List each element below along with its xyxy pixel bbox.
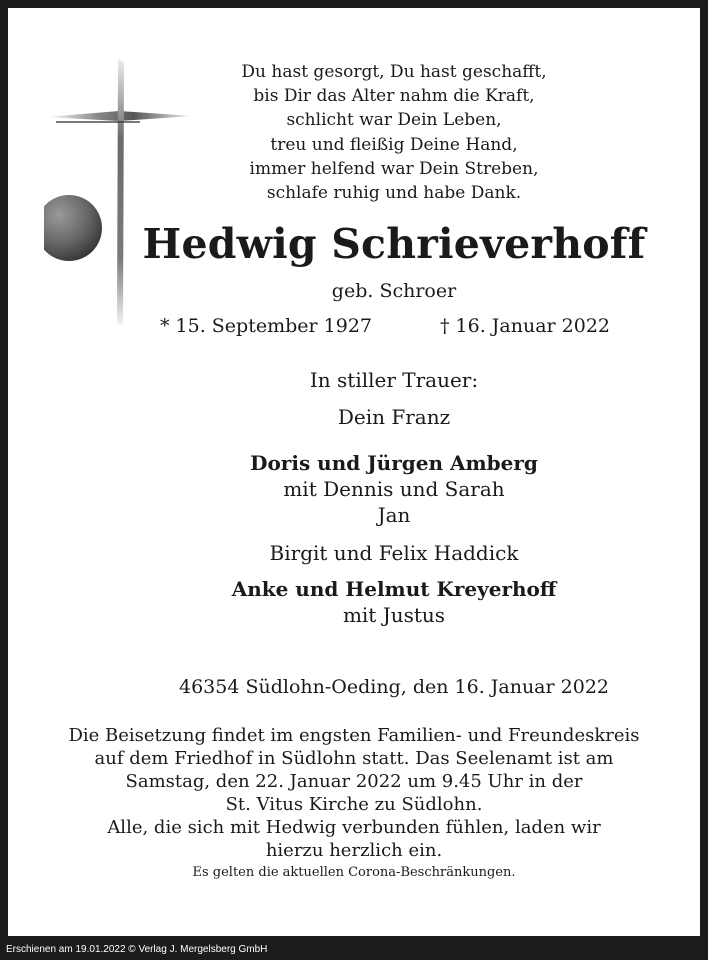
poem-line: treu und fleißig Deine Hand, [270, 134, 518, 155]
notice-line: Alle, die sich mit Hedwig verbunden fühlen, laden wir [107, 817, 601, 838]
poem-line: Du hast gesorgt, Du hast geschafft, [241, 62, 547, 82]
notice-line: Samstag, den 22. Januar 2022 um 9.45 Uhr in der [125, 771, 583, 792]
notice-line: St. Vitus Kirche zu Südlohn. [225, 794, 483, 815]
poem-line: schlicht war Dein Leben, [286, 110, 502, 131]
birth-date: * 15. September 1927 [160, 315, 372, 337]
poem [8, 60, 708, 205]
publication-footer: Erschienen am 19.01.2022 © Verlag J. Mergelsberg GmbH [6, 944, 268, 955]
family-group-amberg [8, 450, 708, 528]
family-entry-franz: Dein Franz [337, 405, 451, 429]
corona-note: Es gelten die aktuellen Corona-Beschränkungen. [192, 865, 516, 880]
family-entry-kreyerhoff: Anke und Helmut Kreyerhoff [231, 577, 557, 601]
birth-name: geb. Schroer [331, 280, 457, 302]
notice-line: Die Beisetzung findet im engsten Familien- und Freundeskreis [68, 725, 640, 746]
poem-line: bis Dir das Alter nahm die Kraft, [253, 86, 535, 107]
mourning-intro: In stiller Trauer: [309, 368, 479, 392]
poem-line: immer helfend war Dein Streben, [249, 158, 539, 179]
notice-line: auf dem Friedhof in Südlohn statt. Das Seelenamt ist am [94, 748, 614, 769]
place-date: 46354 Südlohn-Oeding, den 16. Januar 2022 [178, 676, 609, 698]
death-date: † 16. Januar 2022 [440, 315, 611, 337]
deceased-name: Hedwig Schrieverhoff [142, 220, 646, 268]
family-entry-jan: Jan [377, 503, 411, 527]
family-group-kreyerhoff [8, 576, 708, 628]
family-entry-amberg: Doris und Jürgen Amberg [250, 451, 538, 475]
family-entry-amberg-children: mit Dennis und Sarah [283, 477, 505, 501]
notice-line: hierzu herzlich ein. [265, 840, 443, 861]
poem-line: schlafe ruhig und habe Dank. [266, 183, 522, 204]
funeral-notice [8, 724, 700, 884]
family-entry-haddick: Birgit und Felix Haddick [269, 541, 519, 565]
family-entry-kreyerhoff-children: mit Justus [342, 603, 446, 627]
obituary-card [8, 8, 700, 936]
